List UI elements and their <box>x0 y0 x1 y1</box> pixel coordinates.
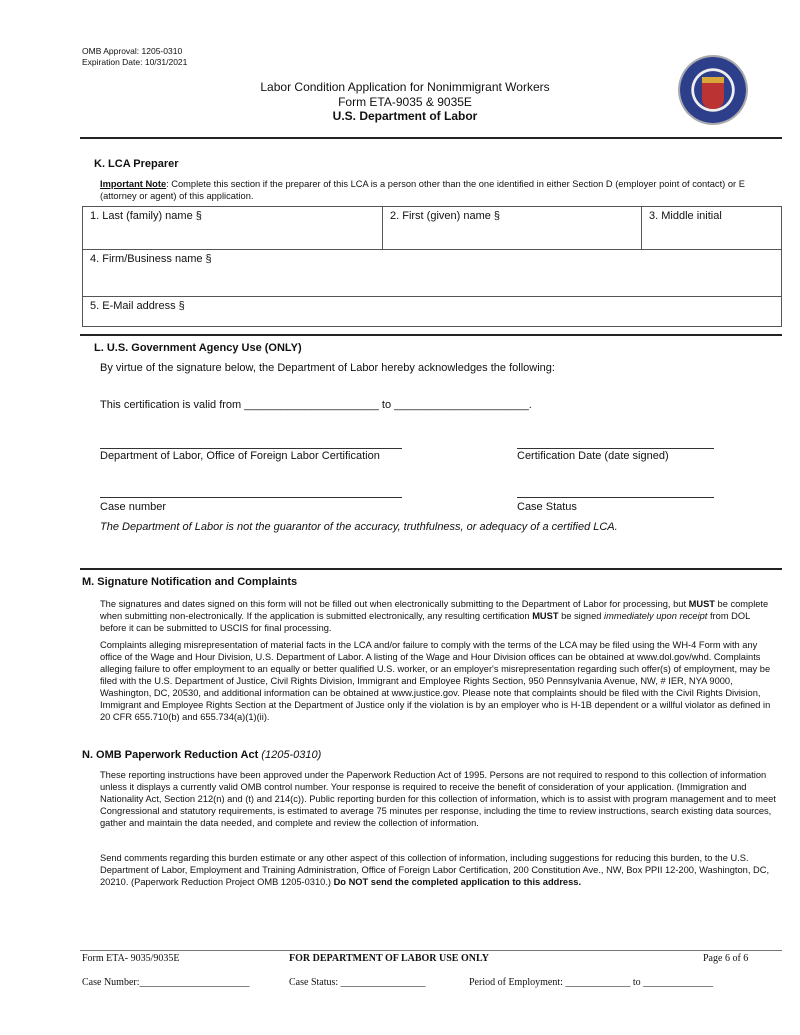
dol-seal-logo <box>680 57 746 123</box>
n-paragraph-1: These reporting instructions have been approved under the Paperwork Reduction Act of 1995. Persons are not required to respond to this collection of information unless it displays a currently valid OMB control number. Your response is required to receive the benefit of consideration of your application. (Immigration and Nationality Act, Section 212(n) and (t) and 214(c)). Public reporting burden for this collection of information, which is to assist with program management and to meet Congressional and statutory requirements, is estimated to average 75 minutes per response, including the time to review instructions, search existing data sources, gather and maintain the data needed, and complete and review the collection of information. <box>100 770 776 828</box>
text: immediately upon receipt <box>604 611 708 621</box>
validity-period[interactable]: This certification is valid from ______________________ to ______________________. <box>100 399 532 411</box>
n-paragraph-2 <box>100 852 776 888</box>
eagle-shield-icon <box>702 77 724 109</box>
disclaimer: The Department of Labor is not the guarantor of the accuracy, truthfulness, or adequacy of a certified LCA. <box>100 521 618 533</box>
text: Do NOT send the completed application to this address. <box>333 877 582 887</box>
text: MUST <box>688 599 715 609</box>
title-line: Labor Condition Application for Nonimmigrant Workers <box>260 80 550 94</box>
form-title <box>200 80 610 124</box>
divider <box>80 334 782 336</box>
footer-case-status[interactable]: Case Status: _________________ <box>289 977 426 988</box>
footer-period[interactable]: Period of Employment: _____________ to ______________ <box>469 977 714 988</box>
footer-use-only: FOR DEPARTMENT OF LABOR USE ONLY <box>289 953 489 964</box>
m-paragraph-2: Complaints alleging misrepresentation of material facts in the LCA and/or failure to comply with the terms of the LCA may be filed using the WH-4 Form with any office of the Wage and Hour Division, U.S. Department of Labor. A listing of the Wage and Hour Division offices can be obtained at www.dol.gov/whd. Complaints alleging failure to offer employment to an equally or better qualified U.S. worker, or an employer's misrepresentation regarding such offer(s) of employment, may be filed with the U.S. Department of Justice, Civil Rights Division, Immigrant and Employee Rights Section, 950 Pennsylvania Avenue, NW, # IER, NYA 9000, Washington, DC, 20530, and additional information can be obtained at www.justice.gov. Please note that complaints should be filed with the Civil Rights Division, Immigrant and Employee Rights Section at the Department of Justice only if the violation is by an employer who is H-1B dependent or a willful violator as defined in 20 CFR 655.710(b) and 655.734(a)(1)(ii). <box>100 640 771 722</box>
page-number: Page 6 of 6 <box>703 953 749 964</box>
email-field[interactable] <box>83 297 782 327</box>
field-label: 3. Middle initial <box>649 210 722 222</box>
text: be signed <box>558 611 605 621</box>
text: MUST <box>532 611 559 621</box>
l-intro: By virtue of the signature below, the Department of Labor hereby acknowledges the following: <box>100 362 555 374</box>
divider <box>80 568 782 570</box>
form-number: Form ETA-9035 & 9035E <box>338 94 472 109</box>
signature-line[interactable] <box>100 448 402 449</box>
omb-approval: OMB Approval: 1205-0310 <box>82 46 183 56</box>
section-k-note <box>100 178 770 202</box>
divider <box>80 137 782 139</box>
text: Send comments regarding this burden estimate or any other aspect of this collection of information, including suggestions for reducing this burden, to the U.S. Department of Labor, Employment and Training Administration, Office of Foreign Labor Certification, 200 Constitution Ave., NW, Box PPII 12-200, Washington, DC, 20210. (Paperwork Reduction Project OMB 1205-0310.) <box>100 853 770 887</box>
last-name-field[interactable] <box>83 207 383 250</box>
field-label: 2. First (given) name § <box>390 210 501 222</box>
preparer-table <box>82 206 782 327</box>
footer-case-number[interactable]: Case Number:______________________ <box>82 977 250 988</box>
note-label: Important Note <box>100 179 167 189</box>
section-n-heading <box>82 749 321 761</box>
section-m-heading: M. Signature Notification and Complaints <box>82 576 298 588</box>
field-label: 4. Firm/Business name § <box>90 253 212 265</box>
firm-name-field[interactable] <box>83 250 782 297</box>
footer-form: Form ETA- 9035/9035E <box>82 953 180 964</box>
note-text: : Complete this section if the preparer of this LCA is a person other than the one identified in either Section D (employer point of contact) or E (attorney or agent) of this application. <box>100 179 745 201</box>
field-label: 5. E-Mail address § <box>90 300 185 312</box>
expiration-date: Expiration Date: 10/31/2021 <box>82 57 188 67</box>
section-l-heading: L. U.S. Government Agency Use (ONLY) <box>94 342 302 354</box>
case-number-line[interactable] <box>100 497 402 498</box>
field-label: 1. Last (family) name § <box>90 210 202 222</box>
text: (1205-0310) <box>261 749 322 761</box>
date-line[interactable] <box>517 448 714 449</box>
dol-signature-label: Department of Labor, Office of Foreign Labor Certification <box>100 450 380 462</box>
text: N. OMB Paperwork Reduction Act <box>82 749 259 761</box>
footer-divider <box>80 950 782 951</box>
middle-initial-field[interactable] <box>642 207 782 250</box>
first-name-field[interactable] <box>383 207 642 250</box>
case-status-line[interactable] <box>517 497 714 498</box>
section-k-heading: K. LCA Preparer <box>94 158 179 170</box>
text: be complete when submitting non-electronically. If the application is submitted electronically, any resulting certification <box>100 599 769 621</box>
case-number-label: Case number <box>100 501 167 513</box>
m-paragraph-1 <box>100 598 776 634</box>
agency-name: U.S. Department of Labor <box>332 109 478 123</box>
text: The signatures and dates signed on this form will not be filled out when electronically submitting to the Department of Labor for processing, but <box>100 599 689 609</box>
case-status-label: Case Status <box>517 501 577 513</box>
text: from DOL before it can be submitted to USCIS for final processing. <box>100 611 750 633</box>
cert-date-label: Certification Date (date signed) <box>517 450 669 462</box>
